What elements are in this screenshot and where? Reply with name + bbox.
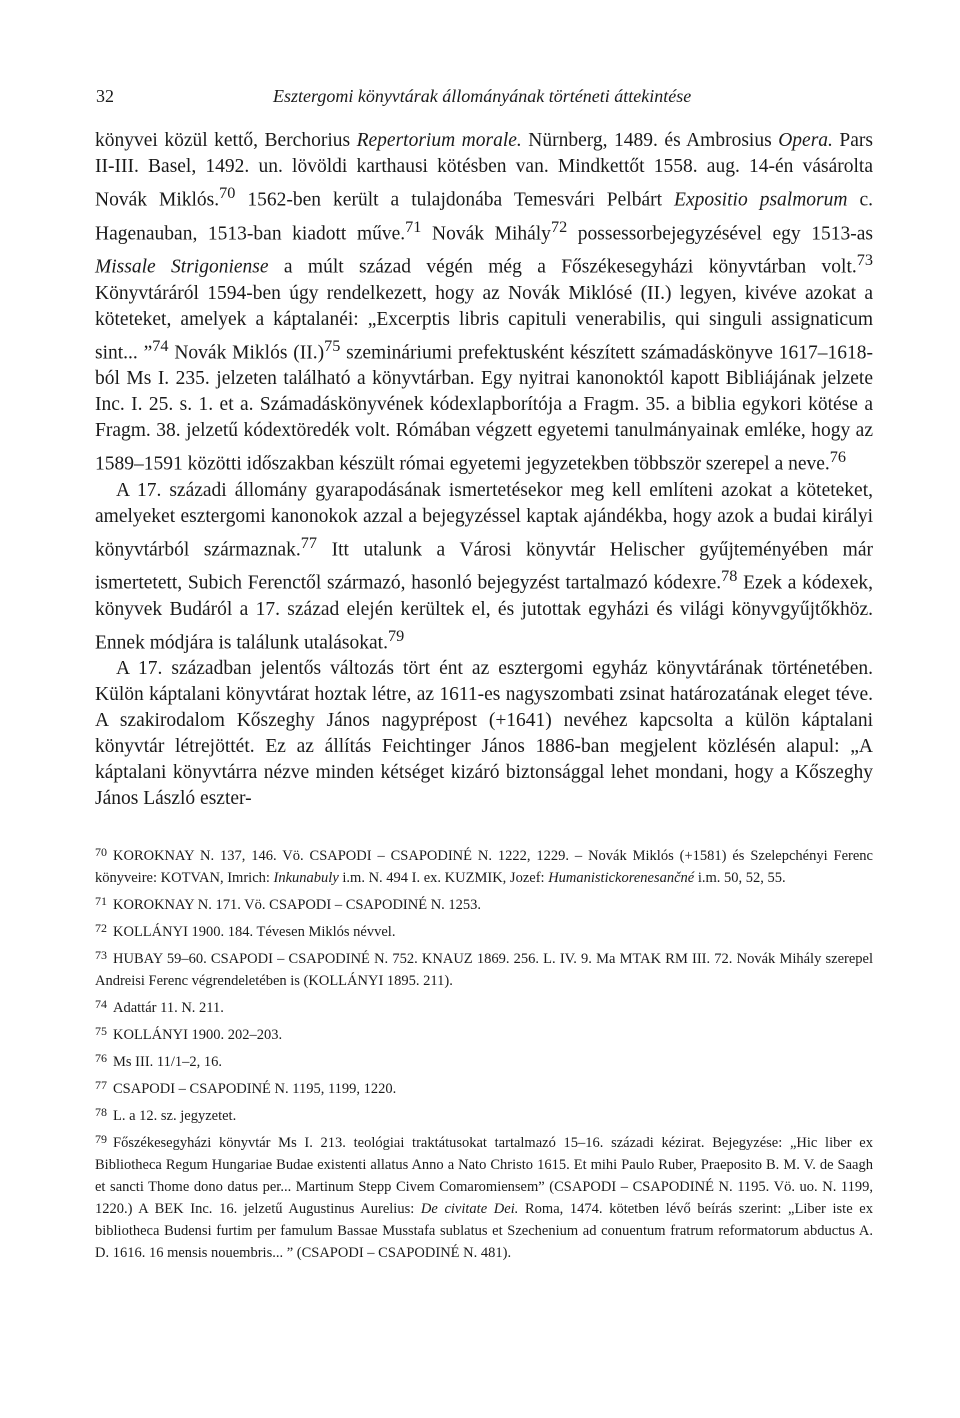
- footnote-number: 79: [95, 1132, 107, 1146]
- footnote: [95, 1101, 873, 1127]
- footnote-text: HUBAY 59–60. CSAPODI – CSAPODINÉ N. 752. KNAUZ 1869. 256. L. IV. 9. Ma MTAK RM III. 72. Novák Mihály szerepel Andreisi Ferenc végrendeletében is (KOLLÁNYI 1895. 211).: [95, 951, 873, 989]
- footnote: [95, 1047, 873, 1073]
- footnote: [95, 1020, 873, 1046]
- text-run: Novák Miklós (II.): [168, 342, 325, 363]
- text-run: c. Hagenauban, 1513-ban kiadott műve.: [95, 189, 874, 244]
- footnote-text: i.m. 50, 52, 55.: [694, 870, 786, 886]
- text-run: Itt utalunk a Városi könyvtár Helischer gyűjteményében már ismertetett, Subich Ferenctől származó, hasonló bejegyzést tartalmazó kódexre.: [95, 539, 873, 594]
- footnote-number: 74: [95, 997, 107, 1011]
- footnote-ref: 76: [829, 448, 847, 466]
- footnote-text: Roma, 1474. kötetben lévő beírás szerint: „Liber iste ex bibliotheca Budensi furtim per famulum Bassae Musstafa sublatus et Szechenium ad conuentum fratrum reformatorum abductus A. D. 1616. 16 mensis nouembris... ” (CSAPODI – CSAPODINÉ N. 481).: [95, 1201, 873, 1261]
- footnote-text: Főszékesegyházi könyvtár Ms I. 213. teológiai traktátusokat tartalmazó 15–16. századi kézirat. Bejegyzése: „Hic liber ex Bibliotheca Regum Hungariae Budae existenti allatus Anno a Nato Christo 1615. Et mihi Paulo Ruber, Praeposito B. M. V. de Saagh et sancti Thome dono datus per... Martinum Stepp Civem Comaromiensem” (CSAPODI – CSAPODINÉ N. 1195. Vö. uo. N. 1199, 1220.) A BEK Inc. 16. jelzetű Augustinus Aurelius:: [95, 1135, 873, 1217]
- footnote-number: 72: [95, 921, 107, 935]
- footnote-number: 73: [95, 948, 107, 962]
- title-italic: De civitate Dei.: [420, 1201, 519, 1217]
- footnote-text: Ms III. 11/1–2, 16.: [113, 1054, 223, 1070]
- text-run: possessorbejegyzésével egy 1513-as: [567, 223, 873, 244]
- footnote-ref: 70: [219, 184, 236, 202]
- title-italic: Missale Strigoniense: [95, 256, 269, 278]
- text-run: Ezek a kódexek, könyvek Budáról a 17. század elején kerültek el, és jutottak egyházi és világi könyvgyűjtőkhöz. Ennek módjára is találunk utalásokat.: [95, 572, 874, 653]
- footnote-number: 78: [95, 1105, 107, 1119]
- footnote-ref: 72: [550, 217, 568, 236]
- paragraph: [95, 656, 873, 812]
- footnote-text: i.m. N. 494 I. ex. KUZMIK, Jozef:: [338, 870, 549, 886]
- text-run: A 17. században jelentős változás tört ént az esztergomi egyház könyvtárának történetében. Külön káptalani könyvtárat hoztak létre, az 1611-es nagyszombati zsinat határozatának eleget téve. A szakirodalom Kőszeghy János nagyprépost (+1641) nevéhez kapcsolta a külön káptalani könyvtár létrejöttét. Ez az állítás Feichtinger János 1886-ban megjelent közlésén alapul: „A káptalani könyvtárra nézve minden kétséget kizáró biztonsággal lehet mondani, hogy a Kőszeghy János László eszter-: [95, 658, 873, 809]
- text-run: 1562-ben került a tulajdonába Temesvári Pelbárt: [235, 189, 675, 211]
- page-header: [96, 86, 871, 112]
- footnote-ref: 71: [405, 217, 422, 236]
- footnote: [95, 841, 873, 889]
- running-head: Esztergomi könyvtárak állományának történeti áttekintése: [273, 86, 692, 106]
- page-number: 32: [96, 86, 114, 106]
- paragraph: [95, 128, 873, 478]
- footnote-number: 77: [95, 1078, 107, 1092]
- text-run: Novák Mihály: [421, 223, 551, 244]
- text-run: a múlt század végén még a Főszékesegyházi könyvtárban volt.: [268, 256, 857, 278]
- footnote-text: Adattár 11. N. 211.: [113, 1000, 224, 1016]
- footnote-ref: 75: [324, 336, 341, 355]
- footnote-text: CSAPODI – CSAPODINÉ N. 1195, 1199, 1220.: [113, 1081, 397, 1097]
- footnote-ref: 79: [387, 626, 405, 645]
- footnote: [95, 993, 873, 1019]
- footnote-ref: 74: [152, 336, 169, 355]
- text-run: Pars II-III. Basel, 1492. un. lövöldi karthausi kötésben van. Mindkettőt 1558. aug. 14-én vásárolta Novák Miklós.: [95, 130, 873, 211]
- footnote-number: 75: [95, 1024, 107, 1038]
- text-run: Könyvtáráról 1594-ben úgy rendelkezett, hogy az Novák Miklósé (II.) legyen, kivéve azokat a köteteket, amelyek a káptalanéi: „Excerptis libris capituli venerabilis, qui singuli assignaticum sint... ”: [95, 282, 873, 363]
- footnote-ref: 77: [300, 533, 317, 552]
- main-text: [95, 128, 873, 812]
- title-italic: Inkunabuly: [273, 870, 339, 886]
- footnote-number: 70: [95, 845, 107, 859]
- footnote-text: KOROKNAY N. 137, 146. Vö. CSAPODI – CSAPODINÉ N. 1222, 1229. – Novák Miklós (+1581) és Szelepchényi Ferenc könyveire: KOTVAN, Imrich:: [95, 848, 873, 886]
- footnote: [95, 944, 873, 992]
- text-run: A 17. századi állomány gyarapodásának ismertetésekor meg kell említeni azokat a köteteket, amelyeket esztergomi kanonokok azzal a bejegyzéssel kaptak ajándékba, hogy azok a budai királyi könyvtárból származnak.: [95, 479, 873, 560]
- footnote-text: L. a 12. sz. jegyzetet.: [113, 1108, 237, 1124]
- footnote: [95, 890, 873, 916]
- footnote-number: 76: [95, 1051, 107, 1065]
- footnote: [95, 1128, 873, 1264]
- footnotes: [95, 841, 873, 1265]
- title-italic: Expositio psalmorum: [674, 189, 848, 211]
- footnote: [95, 917, 873, 943]
- footnote-number: 71: [95, 894, 107, 908]
- title-italic: Opera.: [778, 130, 833, 151]
- footnote: [95, 1074, 873, 1100]
- text-run: Nürnberg, 1489. és Ambrosius: [521, 130, 779, 151]
- paragraph: [95, 478, 873, 657]
- footnote-ref: 73: [856, 251, 873, 269]
- footnote-text: KOLLÁNYI 1900. 184. Tévesen Miklós névvel.: [113, 924, 396, 940]
- footnote-ref: 78: [721, 567, 738, 585]
- footnote-text: KOLLÁNYI 1900. 202–203.: [113, 1027, 283, 1043]
- footnote-text: KOROKNAY N. 171. Vö. CSAPODI – CSAPODINÉ N. 1253.: [113, 897, 482, 913]
- title-italic: Repertorium morale.: [356, 130, 522, 151]
- text-run: szemináriumi prefektusként készített számadáskönyve 1617–1618-ból Ms I. 235. jelzeten található a könyvtárban. Egy nyitrai kanonoktól kapott Bibliájának jelzete Inc. I. 25. s. 1. et a. Számadáskönyvének kódexlapborítója a Fragm. 35. a biblia egykori kötése a Fragm. 38. jelzetű kódextöredék volt. Rómában végzett egyetemi tanulmányainak emléke, hogy az 1589–1591 közötti időszakban készült római egyetemi jegyzetekben többször szerepel a neve.: [95, 342, 873, 475]
- title-italic: Humanistickorenesančné: [548, 870, 695, 886]
- text-run: könyvei közül kettő, Berchorius: [95, 130, 357, 151]
